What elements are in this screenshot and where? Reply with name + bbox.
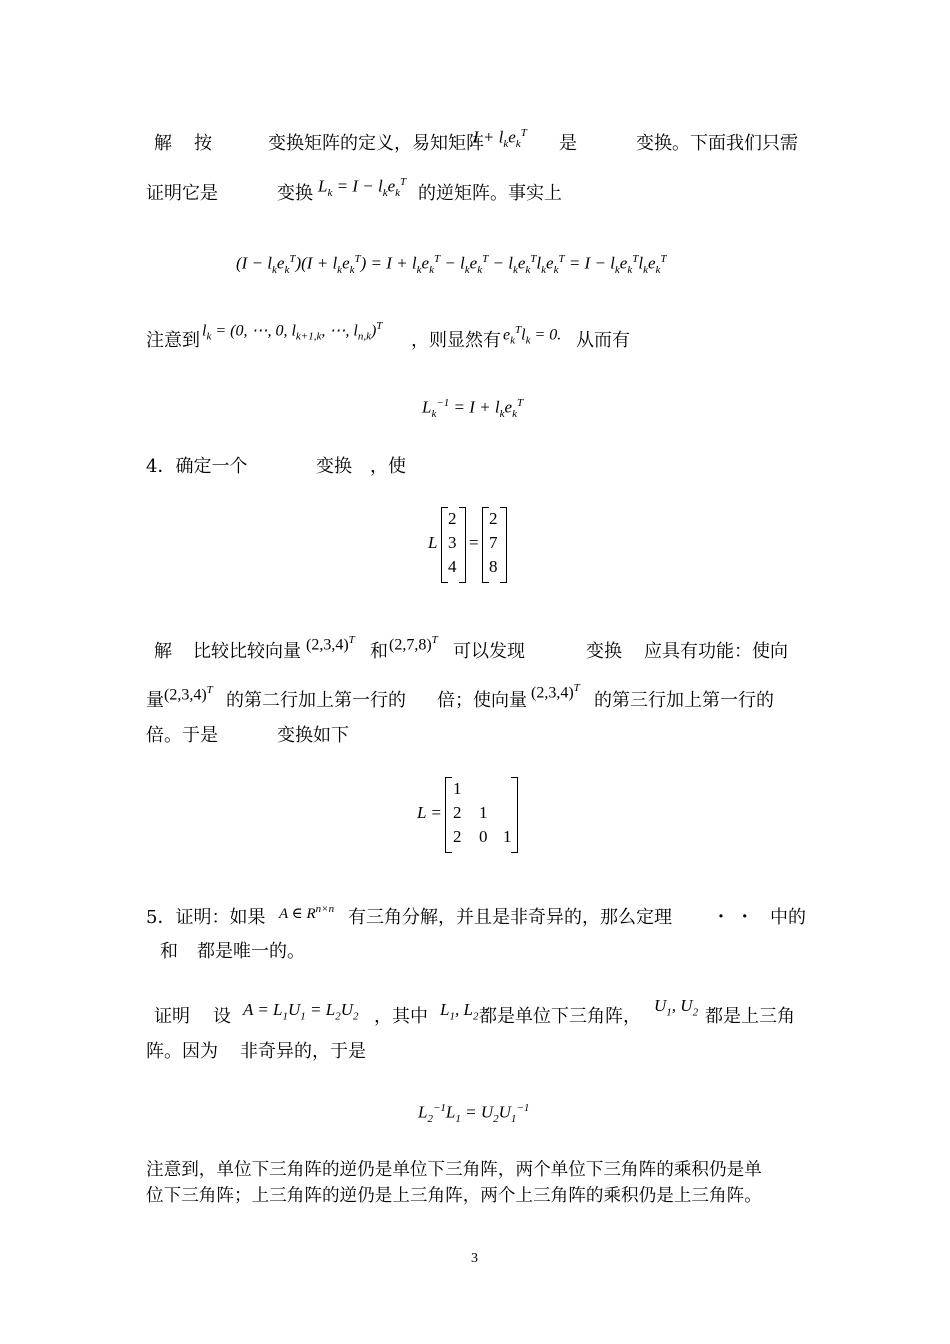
text-p3-6: 的第二行加上第一行的	[226, 690, 406, 711]
matrix-1-right-1: 7	[489, 533, 498, 552]
text-q5-num: 5．证明：如果	[146, 907, 266, 928]
text-q4-num: 4．确定一个	[146, 456, 248, 477]
text-p1-1: 变换矩阵的定义，易知矩阵	[268, 133, 484, 154]
equation-2: $L_k^{-1} = I + l_ke_k^T$	[422, 397, 524, 421]
text-p3-2: 可以发现	[453, 641, 525, 662]
text-q5-2: 中的	[770, 907, 806, 928]
matrix-equation-1	[424, 505, 514, 583]
text-shi: 是	[559, 133, 577, 154]
matrix-2-r1c0: 2	[453, 803, 462, 822]
matrix-1-right-0: 2	[489, 509, 498, 528]
text-p1-4: 变换	[277, 183, 313, 204]
text-p3-9: 倍。于是	[146, 725, 218, 746]
text-q5-3: 和	[160, 941, 178, 962]
matrix-1-left-0: 2	[448, 509, 457, 528]
text-p1-3: 证明它是	[146, 183, 218, 204]
matrix-2-r0c0: 1	[453, 779, 462, 798]
bracket	[445, 777, 452, 853]
text-p1-5: 的逆矩阵。事实上	[418, 183, 562, 204]
text-p2-3: 从而有	[576, 330, 630, 351]
text-p5-line1: 注意到，单位下三角阵的逆仍是单位下三角阵，两个单位下三角阵的乘积仍是单	[146, 1160, 762, 1180]
bracket	[441, 507, 448, 583]
equation-1: $(I - l_ke_k^T)(I + l_ke_k^T) = I + l_ke_k^T - l_ke_k^T - l_ke_k^Tl_ke_k^T = I - l_ke_k^Tl_ke_k^T$	[236, 253, 667, 277]
matrix-2-r1c1: 1	[479, 803, 488, 822]
matrix-2-r2c1: 0	[479, 827, 488, 846]
text-q5-dots: ・ ・	[712, 907, 754, 928]
matrix-2-r2c2: 1	[503, 827, 512, 846]
matrix-1-left-1: 3	[448, 533, 457, 552]
text-p3-7: 倍；使向量	[437, 690, 527, 711]
text-p4-2: 设	[213, 1006, 231, 1027]
math-A-decomp: $A = L_1U_1 = L_2U_2$	[243, 1000, 359, 1023]
text-p4-1: 证明	[154, 1006, 190, 1027]
text-p4-5: 都是上三角	[705, 1006, 795, 1027]
math-L1-L2: $L_1$, $L_2$	[440, 1000, 479, 1023]
text-p1-2: 变换。下面我们只需	[636, 133, 798, 154]
math-lk-vector: $l_k = (0$, ⋯, 0, $l_{k+1,k}$, ⋯, $l_{n,k})^T$	[202, 320, 383, 343]
math-vec-278: $(2,7,8)^T$	[389, 634, 438, 654]
text-p3-5: 量	[146, 690, 164, 711]
page-number: 3	[471, 1251, 478, 1266]
text-p3-4: 应具有功能：使向	[644, 641, 788, 662]
text-an: 按	[194, 133, 212, 154]
text-q5-1: 有三角分解，并且是非奇异的，那么定理	[348, 907, 672, 928]
bracket	[500, 507, 507, 583]
text-p3-1: 比较比较向量	[193, 641, 301, 662]
math-lk-def: $L_k = I - l_ke_k^T$	[318, 176, 407, 200]
matrix-1-L: L	[428, 533, 438, 552]
text-p4-7: 非奇异的，于是	[240, 1041, 366, 1062]
text-p4-3: ，其中	[374, 1006, 428, 1027]
text-q4-1: 变换	[316, 456, 352, 477]
matrix-equation-2	[417, 775, 527, 853]
math-vec-234-b: $(2,3,4)^T$	[164, 684, 213, 704]
text-q4-2: ，使	[370, 456, 406, 477]
math-U1-U2: $U_1$, $U_2$	[654, 996, 699, 1019]
text-jie: 解	[154, 133, 172, 154]
text-p3-jie: 解	[154, 641, 172, 662]
text-p4-4: 都是单位下三角阵，	[479, 1006, 641, 1027]
bracket	[511, 777, 518, 853]
math-i-plus-lk-ekT: $I + l_ke_k^T$	[473, 127, 527, 151]
bracket	[459, 507, 466, 583]
text-p3-he: 和	[370, 641, 388, 662]
math-vec-234-c: $(2,3,4)^T$	[531, 682, 580, 702]
matrix-1-left-2: 4	[448, 557, 457, 576]
equation-3: $L_2^{-1}L_1 = U_2U_1^{-1}$	[418, 1102, 530, 1126]
text-p4-6: 阵。因为	[146, 1041, 218, 1062]
math-A-in-R: A ∈ $R^{n\times n}$	[279, 903, 335, 922]
text-p3-10: 变换如下	[277, 725, 349, 746]
matrix-2-r2c0: 2	[453, 827, 462, 846]
matrix-2-L: L =	[417, 803, 442, 822]
text-p3-3: 变换	[586, 641, 622, 662]
text-p2-1: 注意到	[146, 330, 200, 351]
matrix-1-right-2: 8	[489, 557, 498, 576]
math-ekT-lk: $e_k^Tl_k = 0$.	[503, 324, 562, 347]
math-vec-234: $(2,3,4)^T$	[306, 634, 355, 654]
text-q5-4: 都是唯一的。	[197, 941, 305, 962]
text-p2-2: ，则显然有	[411, 330, 501, 351]
matrix-1-equals: =	[469, 533, 479, 552]
text-p5-line2: 位下三角阵；上三角阵的逆仍是上三角阵，两个上三角阵的乘积仍是上三角阵。	[146, 1186, 762, 1206]
text-p3-8: 的第三行加上第一行的	[594, 690, 774, 711]
bracket	[482, 507, 489, 583]
